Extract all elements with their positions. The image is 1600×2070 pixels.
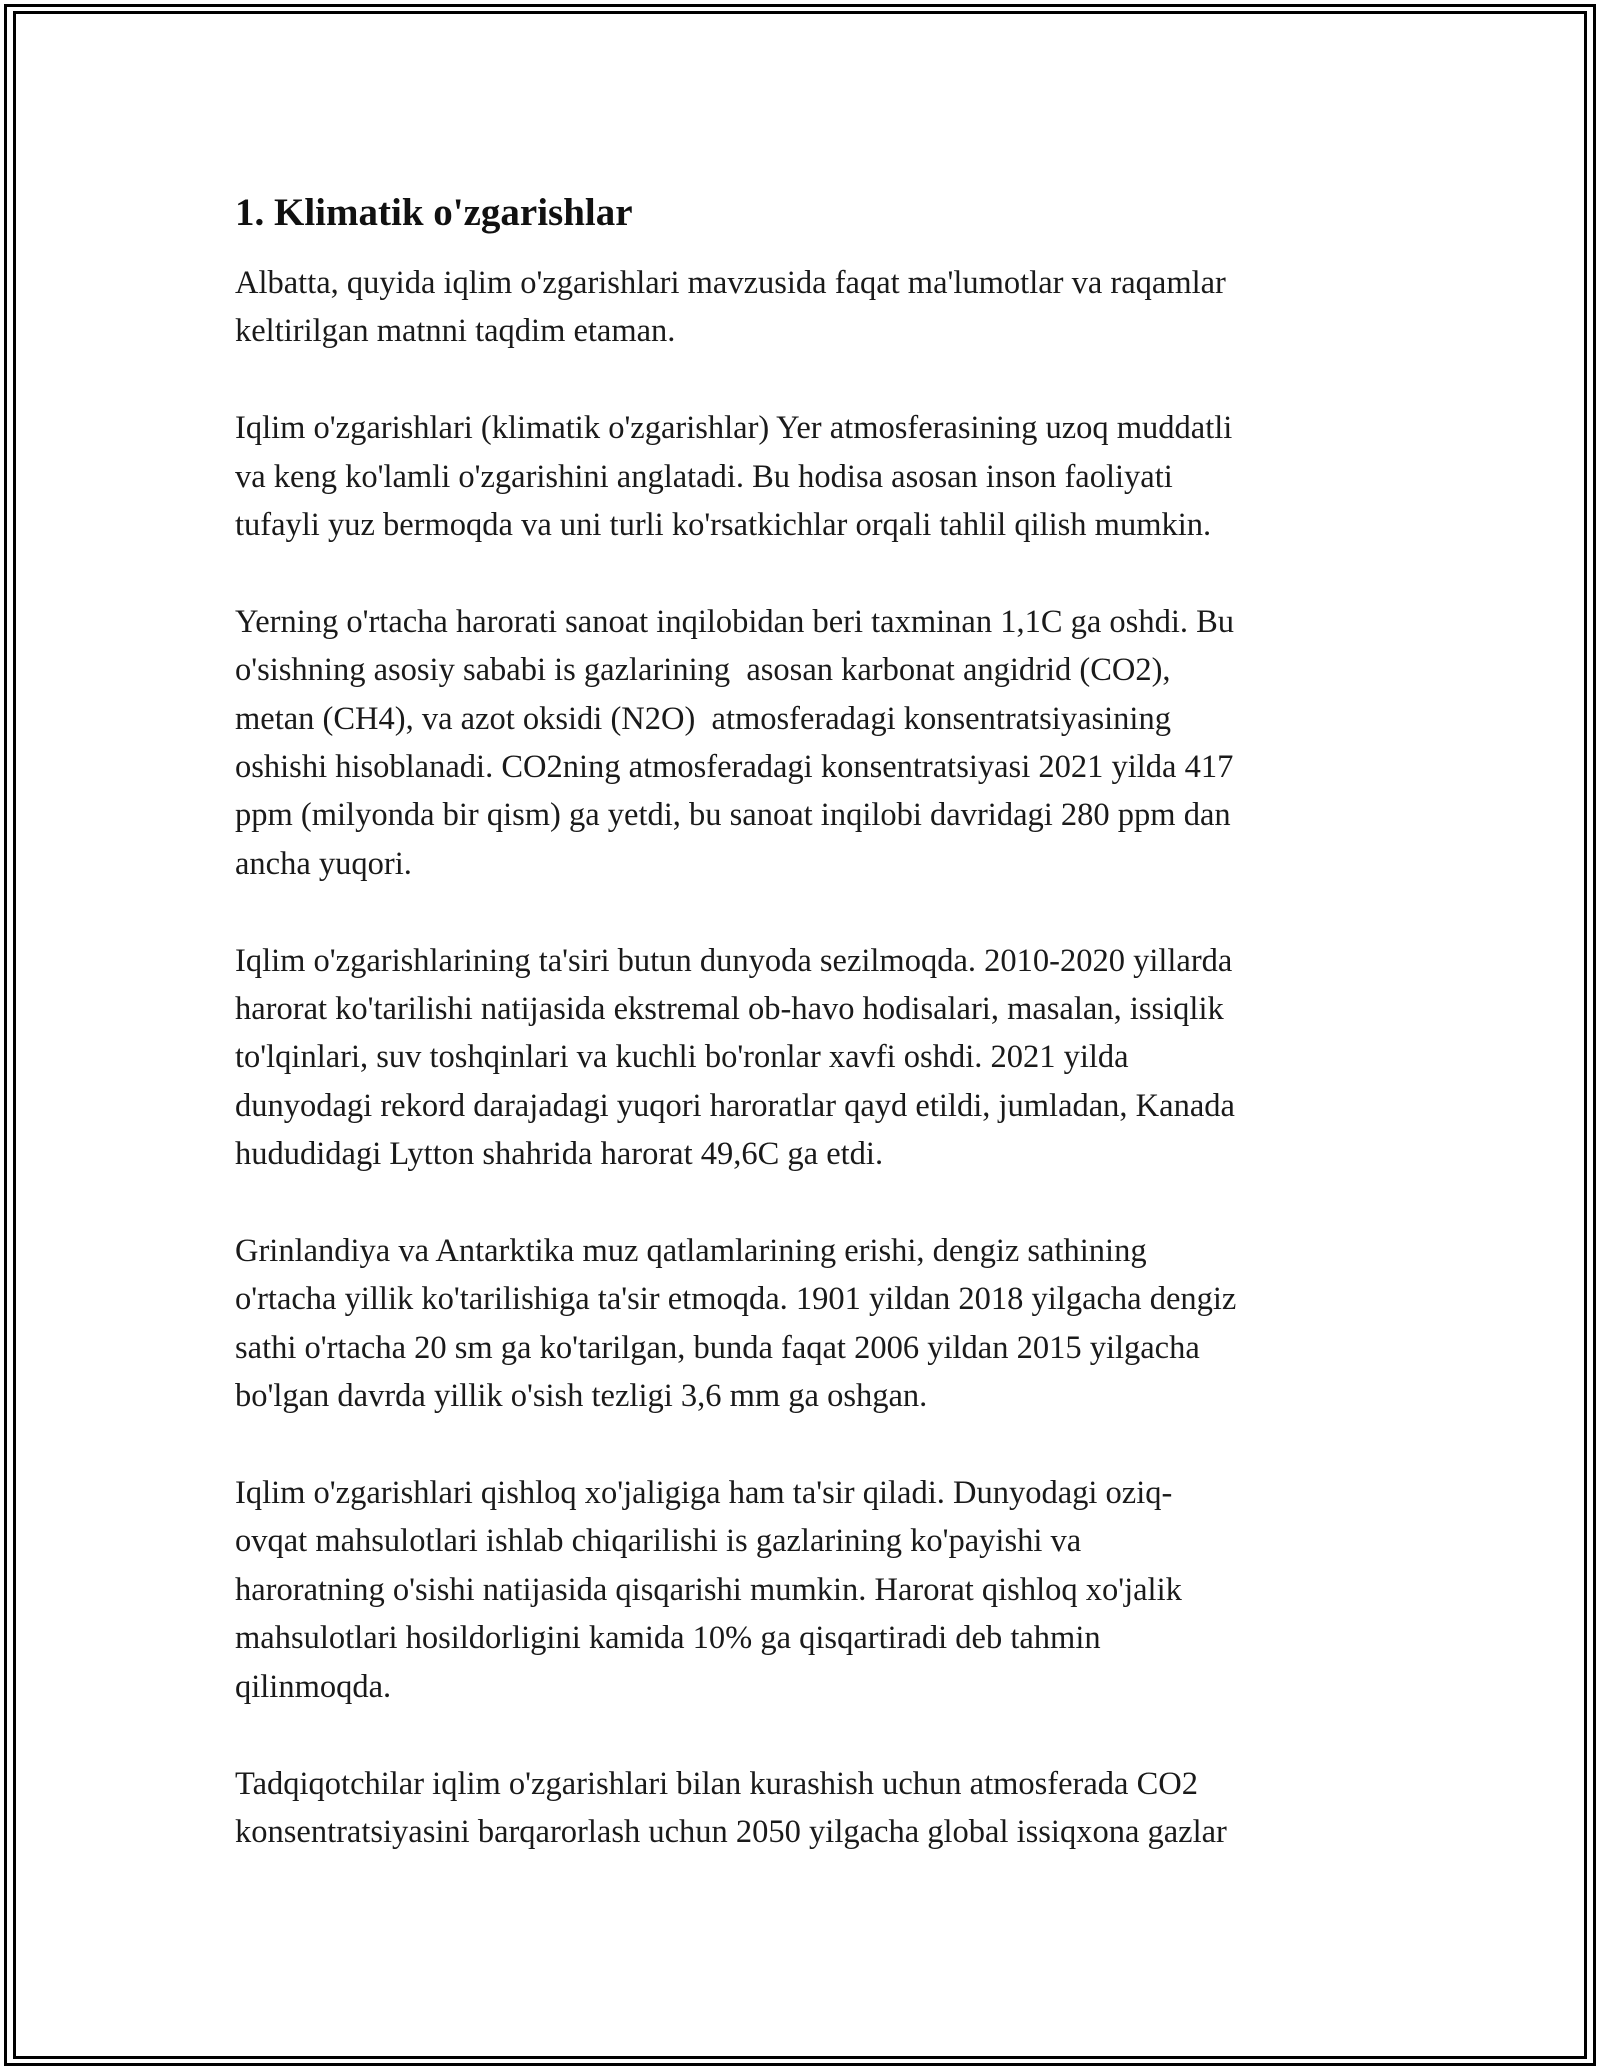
text-line: va keng ko'lamli o'zgarishini anglatadi. Bu hodisa asosan inson faoliyati — [235, 458, 1173, 495]
text-line: qilinmoqda. — [235, 1668, 392, 1705]
text-line: harorat ko'tarilishi natijasida ekstremal ob-havo hodisalari, masalan, issiqlik — [235, 991, 1224, 1028]
text-line: o'sishning asosiy sababi is gazlarining asosan karbonat angidrid (CO2), — [235, 652, 1171, 689]
text-line: keltirilgan matnni taqdim etaman. — [235, 313, 676, 350]
text-line: oshishi hisoblanadi. CO2ning atmosferadagi konsentratsiyasi 2021 yilda 417 — [235, 749, 1234, 786]
text-line: bo'lgan davrda yillik o'sish tezligi 3,6 mm ga oshgan. — [235, 1378, 928, 1415]
text-line: ancha yuqori. — [235, 845, 412, 882]
text-line: mahsulotlari hosildorligini kamida 10% ga qisqartiradi deb tahmin — [235, 1620, 1101, 1657]
paragraph-6 — [235, 1469, 1375, 1711]
text-line: Iqlim o'zgarishlari (klimatik o'zgarishlar) Yer atmosferasining uzoq muddatli — [235, 410, 1233, 447]
text-line: Grinlandiya va Antarktika muz qatlamlarining erishi, dengiz sathining — [235, 1233, 1147, 1270]
text-line: Tadqiqotchilar iqlim o'zgarishlari bilan kurashish uchun atmosferada CO2 — [235, 1765, 1198, 1802]
paragraph-2 — [235, 404, 1375, 549]
paragraph-5 — [235, 1227, 1375, 1421]
text-line: haroratning o'sishi natijasida qisqarishi mumkin. Harorat qishloq xo'jalik — [235, 1571, 1182, 1608]
text-line: Iqlim o'zgarishlari qishloq xo'jaligiga ham ta'sir qiladi. Dunyodagi oziq- — [235, 1475, 1173, 1512]
text-line: to'lqinlari, suv toshqinlari va kuchli bo'ronlar xavfi oshdi. 2021 yilda — [235, 1039, 1129, 1076]
text-line: sathi o'rtacha 20 sm ga ko'tarilgan, bunda faqat 2006 yildan 2015 yilgacha — [235, 1329, 1200, 1366]
paragraph-3 — [235, 598, 1375, 888]
text-line: Yerning o'rtacha harorati sanoat inqilobidan beri taxminan 1,1C ga oshdi. Bu — [235, 603, 1235, 640]
document-body — [235, 185, 1375, 1905]
text-line: hududidagi Lytton shahrida harorat 49,6C ga etdi. — [235, 1136, 884, 1173]
text-line: Iqlim o'zgarishlarining ta'siri butun dunyoda sezilmoqda. 2010-2020 yillarda — [235, 942, 1233, 979]
document-title: 1. Klimatik o'zgarishlar — [235, 191, 633, 234]
text-line: ppm (milyonda bir qism) ga yetdi, bu sanoat inqilobi davridagi 280 ppm dan — [235, 797, 1231, 834]
paragraph-7 — [235, 1760, 1375, 1857]
text-line: tufayli yuz bermoqda va uni turli ko'rsatkichlar orqali tahlil qilish mumkin. — [235, 507, 1212, 544]
paragraph-4 — [235, 937, 1375, 1179]
paragraph-1 — [235, 259, 1375, 356]
text-line: konsentratsiyasini barqarorlash uchun 2050 yilgacha global issiqxona gazlar — [235, 1813, 1227, 1850]
text-line: ovqat mahsulotlari ishlab chiqarilishi is gazlarining ko'payishi va — [235, 1523, 1082, 1560]
text-line: Albatta, quyida iqlim o'zgarishlari mavzusida faqat ma'lumotlar va raqamlar — [235, 265, 1226, 301]
text-line: dunyodagi rekord darajadagi yuqori haroratlar qayd etildi, jumladan, Kanada — [235, 1087, 1235, 1124]
text-line: metan (CH4), va azot oksidi (N2O) atmosferadagi konsentratsiyasining — [235, 700, 1171, 737]
text-line: o'rtacha yillik ko'tarilishiga ta'sir etmoqda. 1901 yildan 2018 yilgacha dengiz — [235, 1281, 1237, 1318]
